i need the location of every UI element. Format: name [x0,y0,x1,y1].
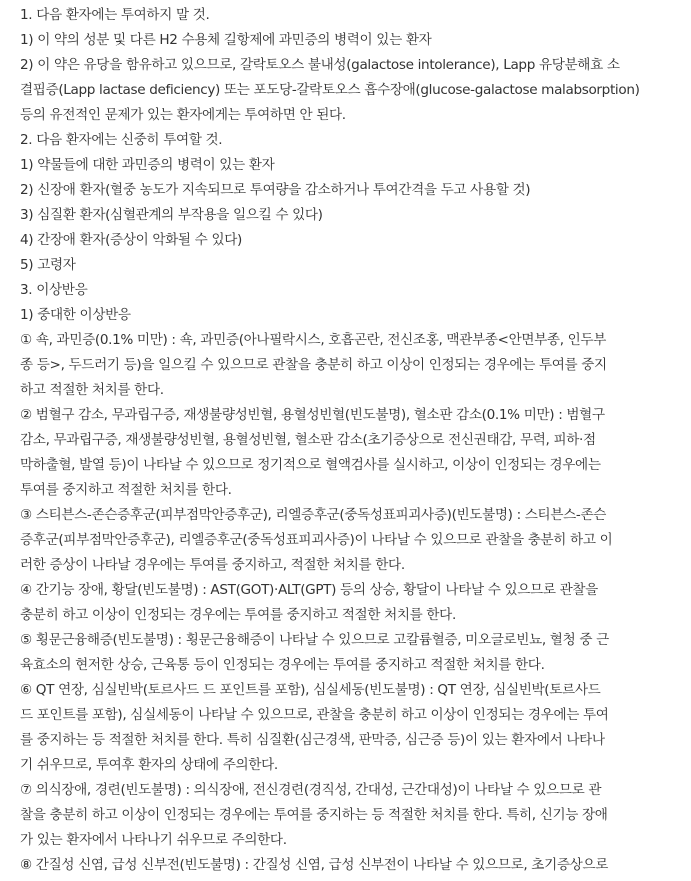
contraindication-item-2-line-2: 결핍증(Lapp lactase deficiency) 또는 포도당-갈락토오스 흡수장애(glucose-galactose malabsorption) [20,82,640,98]
adverse-item-3-line-3: 러한 증상이 나타날 경우에는 투여를 중지하고, 적절한 처치를 한다. [20,557,405,573]
contraindication-item-2-line-3: 등의 유전적인 문제가 있는 환자에게는 투여하면 안 된다. [20,107,346,123]
caution-item-2: 2) 신장애 환자(혈중 농도가 지속되므로 투여량을 감소하거나 투여간격을 두고 사용할 것) [20,182,531,198]
adverse-item-6: ⑥ QT 연장, 심실빈박(토르사드 드 포인트를 포함), 심실세동(빈도불명) : QT 연장, 심실빈박(토르사드 [20,682,601,698]
adverse-item-6-line-2: 드 포인트를 포함), 심실세동이 나타날 수 있으므로, 관찰을 충분히 하고 이상이 인정되는 경우에는 투여 [20,707,609,723]
adverse-item-7-line-2: 찰을 충분히 하고 이상이 인정되는 경우에는 투여를 중지하는 등 적절한 처치를 한다. 특히, 신기능 장애 [20,807,608,823]
adverse-item-5-line-2: 육효소의 현저한 상승, 근육통 등이 인정되는 경우에는 투여를 중지하고 적절한 처치를 한다. [20,657,545,673]
adverse-item-2: ② 범혈구 감소, 무과립구증, 재생불량성빈혈, 용혈성빈혈(빈도불명), 혈소판 감소(0.1% 미만) : 범혈구 [20,407,605,423]
adverse-item-1-line-2: 종 등>, 두드러기 등)을 일으킬 수 있으므로 관찰을 충분히 하고 이상이 인정되는 경우에는 투여를 중지 [20,357,607,373]
adverse-item-3-line-2: 증후군(피부점막안증후군), 리엘증후군(중독성표피괴사증)이 나타날 수 있으므로 관찰을 충분히 하고 이 [20,532,613,548]
section-heading-adverse-reactions: 3. 이상반응 [20,282,88,298]
adverse-item-2-line-3: 막하출혈, 발열 등)이 나타날 수 있으므로 정기적으로 혈액검사를 실시하고, 이상이 인정되는 경우에는 [20,457,601,473]
adverse-item-8: ⑧ 간질성 신염, 급성 신부전(빈도불명) : 간질성 신염, 급성 신부전이 나타날 수 있으므로, 초기증상으로 [20,857,608,873]
adverse-item-1-line-3: 하고 적절한 처치를 한다. [20,382,164,398]
adverse-item-7: ⑦ 의식장애, 경련(빈도불명) : 의식장애, 전신경련(경직성, 간대성, 근간대성)이 나타날 수 있으므로 관 [20,782,602,798]
adverse-item-6-line-3: 를 중지하는 등 적절한 처치를 한다. 특히 심질환(심근경색, 판막증, 심근증 등)이 있는 환자에서 나타나 [20,732,605,748]
adverse-item-5: ⑤ 횡문근융해증(빈도불명) : 횡문근융해증이 나타날 수 있으므로 고칼륨혈증, 미오글로빈뇨, 혈청 중 근 [20,632,609,648]
adverse-item-3: ③ 스티븐스-존슨증후군(피부점막안증후군), 리엘증후군(중독성표피괴사증)(빈도불명) : 스티븐스-존슨 [20,507,607,523]
adverse-item-1: ① 쇽, 과민증(0.1% 미만) : 쇽, 과민증(아나필락시스, 호흡곤란, 전신조홍, 맥관부종<안면부종, 인두부 [20,332,606,348]
adverse-item-4-line-2: 충분히 하고 이상이 인정되는 경우에는 투여를 중지하고 적절한 처치를 한다. [20,607,456,623]
adverse-item-7-line-3: 가 있는 환자에서 나타나기 쉬우므로 주의한다. [20,832,287,848]
contraindication-item-1: 1) 이 약의 성분 및 다른 H2 수용체 길항제에 과민증의 병력이 있는 환자 [20,32,432,48]
adverse-item-4: ④ 간기능 장애, 황달(빈도불명) : AST(GOT)·ALT(GPT) 등의 상승, 황달이 나타날 수 있으므로 관찰을 [20,582,598,598]
caution-item-1: 1) 약물들에 대한 과민증의 병력이 있는 환자 [20,157,275,173]
subsection-heading-serious: 1) 중대한 이상반응 [20,307,131,323]
caution-item-4: 4) 간장애 환자(증상이 악화될 수 있다) [20,232,242,248]
document-body [20,3,682,878]
section-heading-contraindications: 1. 다음 환자에는 투여하지 말 것. [20,7,210,23]
section-heading-caution: 2. 다음 환자에는 신중히 투여할 것. [20,132,223,148]
caution-item-3: 3) 심질환 환자(심혈관계의 부작용을 일으킬 수 있다) [20,207,323,223]
contraindication-item-2: 2) 이 약은 유당을 함유하고 있으므로, 갈락토오스 불내성(galactose intolerance), Lapp 유당분해효 소 [20,57,620,73]
adverse-item-2-line-4: 투여를 중지하고 적절한 처치를 한다. [20,482,232,498]
caution-item-5: 5) 고령자 [20,257,76,273]
adverse-item-6-line-4: 기 쉬우므로, 투여후 환자의 상태에 주의한다. [20,757,278,773]
adverse-item-2-line-2: 감소, 무과립구증, 재생불량성빈혈, 용혈성빈혈, 혈소판 감소(초기증상으로 전신권태감, 무력, 피하·점 [20,432,596,448]
